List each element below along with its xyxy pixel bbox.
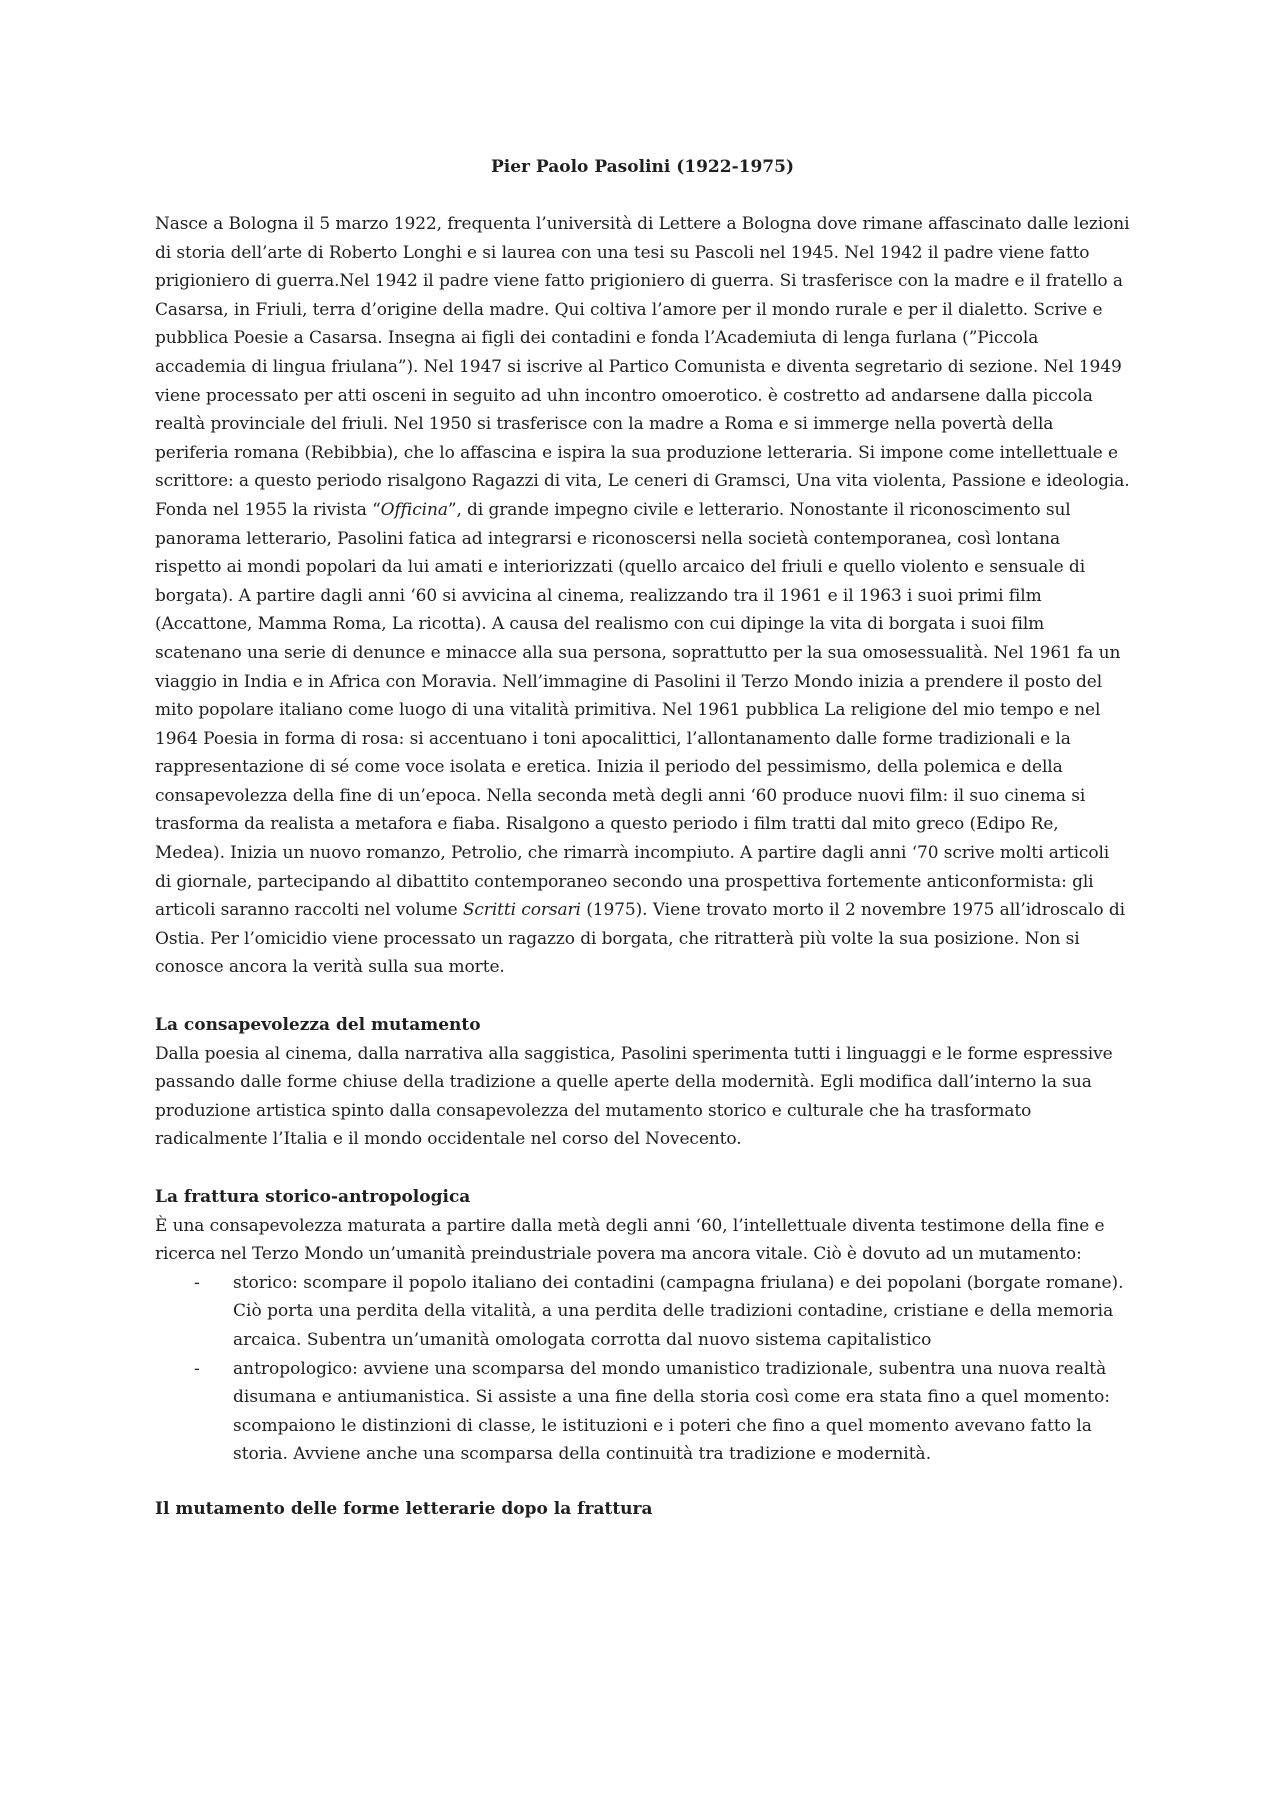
section-body-mutamento: Dalla poesia al cinema, dalla narrativa alla saggistica, Pasolini sperimenta tutti i linguaggi e le forme espressive passando dalle forme chiuse della tradizione a quelle aperte della modernità. Egli modifica dall’interno la sua produzione artistica spinto dalla consapevolezza del mutamento storico e culturale che ha trasformato radicalmente l’Italia e il mondo occidentale nel corso del Novecento. [155,1043,1113,1150]
document-title: Pier Paolo Pasolini (1922-1975) [490,157,794,177]
biography-text-part-1: Nasce a Bologna il 5 marzo 1922, frequenta l’università di Lettere a Bologna dove rimane affascinato dalle lezioni di storia dell’arte di Roberto Longhi e si laurea con una tesi su Pascoli nel 1945. Nel 1942 il padre viene fatto prigioniero di guerra.Nel 1942 il padre viene fatto prigioniero di guerra. Si trasferisce con la madre e il fratello a Casarsa, in Friuli, terra d’origine della madre. Qui coltiva l’amore per il mondo rurale e per il dialetto. Scrive e pubblica Poesie a Casarsa. Insegna ai figli dei contadini e fonda l’Academiuta di lenga furlana (”Piccola accademia di lingua friulana”). Nel 1947 si iscrive al Partico Comunista e diventa segretario di sezione. Nel 1949 viene processato per atti osceni in seguito ad uhn incontro omoerotico. è costretto ad andarsene dalla piccola realtà provinciale del friuli. Nel 1950 si trasferisce con la madre a Roma e si immerge nella povertà della periferia romana (Rebibbia), che lo affascina e ispira la sua produzione letteraria. Si impone come intellettuale e scrittore: a questo periodo risalgono Ragazzi di vita, Le ceneri di Gramsci, Una vita violenta, Passione e ideologia. Fonda nel 1955 la rivista “ [155,214,1130,520]
section-heading-mutamento: La consapevolezza del mutamento [155,1015,481,1036]
officina-title: Officina [380,499,448,520]
section-body-frattura: È una consapevolezza maturata a partire dalla metà degli anni ‘60, l’intellettuale diventa testimone della fine e ricerca nel Terzo Mondo un’umanità preindustriale povera ma ancora vitale. Ciò è dovuto ad un mutamento: [155,1215,1105,1265]
list-item-text: storico: scompare il popolo italiano dei contadini (campagna friulana) e dei popolani (borgate romane). Ciò porta una perdita della vitalità, a una perdita delle tradizioni contadine, cristiane e della memoria arcaica. Subentra un’umanità omologata corrotta dal nuovo sistema capitalistico [233,1272,1124,1350]
biography-text-part-2: ”, di grande impegno civile e letterario. Nonostante il riconoscimento sul panorama letterario, Pasolini fatica ad integrarsi e riconoscersi nella società contemporanea, così lontana rispetto ai mondi popolari da lui amati e interiorizzati (quello arcaico del friuli e quello violento e sensuale di borgata). A partire dagli anni ‘60 si avvicina al cinema, realizzando tra il 1961 e il 1963 i suoi primi film (Accattone, Mamma Roma, La ricotta). A causa del realismo con cui dipinge la vita di borgata i suoi film scatenano una serie di denunce e minacce alla sua persona, soprattutto per la sua omosessualità. Nel 1961 fa un viaggio in India e in Africa con Moravia. Nell’immagine di Pasolini il Terzo Mondo inizia a prendere il posto del mito popolare italiano come luogo di una vitalità primitiva. Nel 1961 pubblica La religione del mio tempo e nel 1964 Poesia in forma di rosa: si accentuano i toni apocalittici, l’allontanamento dalle forme tradizionali e la rappresentazione di sé come voce isolata e eretica. Inizia il periodo del pessimismo, della polemica e della consapevolezza della fine di un’epoca. Nella seconda metà degli anni ‘60 produce nuovi film: il suo cinema si trasforma da realista a metafora e fiaba. Risalgono a questo periodo i film tratti dal mito greco (Edipo Re, Medea). Inizia un nuovo romanzo, Petrolio, che rimarrà incompiuto. A partire dagli anni ‘70 scrive molti articoli di giornale, partecipando al dibattito contemporaneo secondo una prospettiva fortemente anticonformista: gli articoli saranno raccolti nel volume [155,499,1121,921]
list-item [155,1269,1130,1355]
scritti-corsari-title: Scritti corsari [462,900,581,921]
list-item [155,1355,1130,1469]
section-heading-frattura: La frattura storico-antropologica [155,1187,471,1207]
section-heading-forme: Il mutamento delle forme letterarie dopo la frattura [155,1498,653,1519]
dash-bullet: - [194,1272,200,1293]
biography-paragraph [155,210,1130,982]
frattura-list [155,1269,1130,1469]
document-page [155,157,1130,1524]
biography-text-part-3: (1975). Viene trovato morto il 2 novembre 1975 all’idroscalo di Ostia. Per l’omicidio viene processato un ragazzo di borgata, che ritratterà più volte la sua posizione. Non si conosce ancora la verità sulla sua morte. [155,900,1125,978]
section-frattura [155,1183,1130,1469]
list-item-text: antropologico: avviene una scomparsa del mondo umanistico tradizionale, subentra una nuova realtà disumana e antiumanistica. Si assiste a una fine della storia così come era stata fino a quel momento: scompaiono le distinzioni di classe, le istituzioni e i poteri che fino a quel momento avevano fatto la storia. Avviene anche una scomparsa della continuità tra tradizione e modernità. [233,1358,1111,1465]
dash-bullet: - [194,1358,200,1379]
section-mutamento [155,1011,1130,1154]
